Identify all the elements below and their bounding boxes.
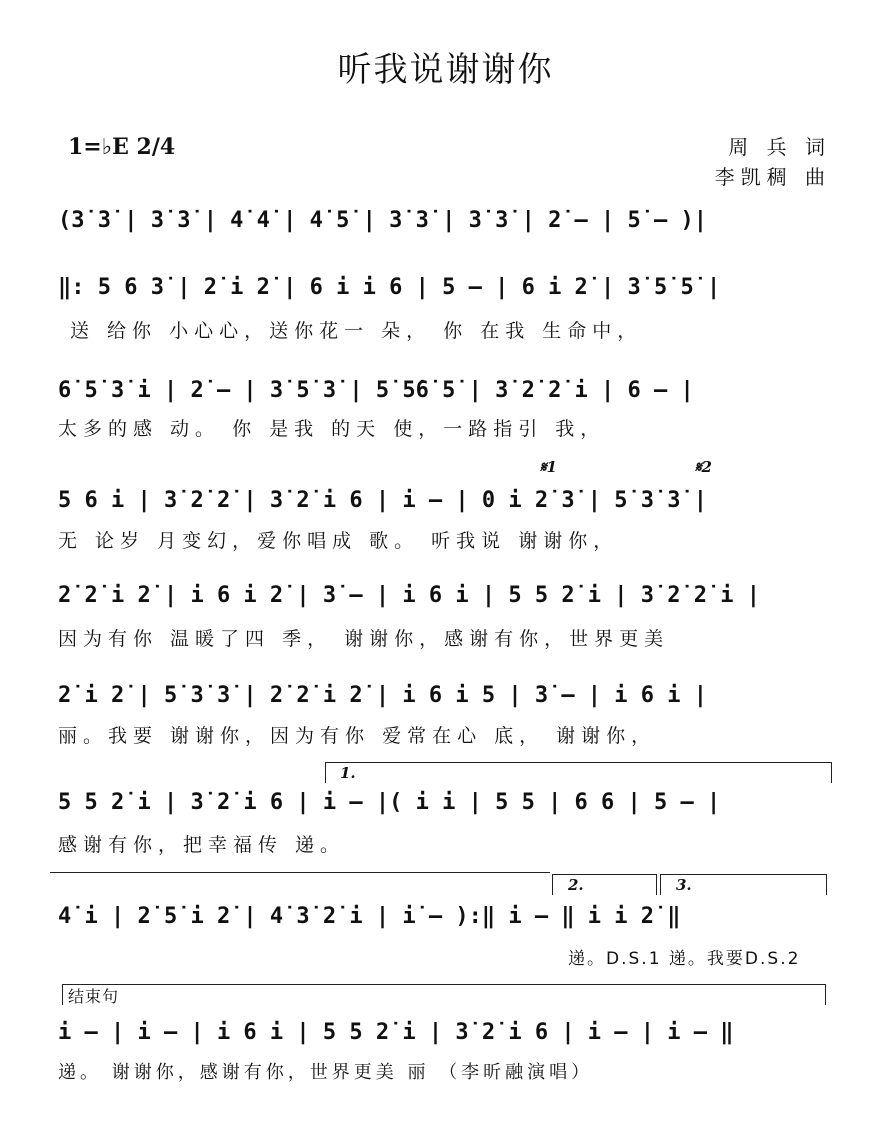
lyric-row-8: 递。 谢谢你，感谢有你，世界更美 丽 （李昕融演唱） [58, 1062, 594, 1083]
volta-1-bracket [325, 762, 832, 783]
score-row-0-notes: (3̇ 3̇ | 3̇ 3̇ | 4̇ 4̇ | 4̇ 5̇ | 3̇ 3̇ | 3̇ 3̇ | 2̇ – | 5̇ – )| [58, 208, 708, 233]
score-row-6-notes: 5 5 2̇ i | 3̇ 2̇ i 6 | i – |( i i | 5 5 | 6 6 | 5 – | [58, 790, 721, 815]
continuation-line [50, 872, 550, 873]
page-title: 听我说谢谢你 [337, 50, 554, 90]
lyric-row-1: 送 给你 小心心，送你花一 朵， 你 在我 生命中， [70, 320, 643, 342]
score-row-7-notes: 4̇ i | 2̇ 5̇ i 2̇ | 4̇ 3̇ 2̇ i | i̇ – ):‖ i – ‖ i i 2̇ ‖ [58, 904, 681, 929]
ending-bracket [62, 984, 826, 1005]
lyric-row-5: 丽。我要 谢谢你，因为有你 爱常在心 底， 谢谢你， [58, 725, 657, 747]
lyric-row-7: 递。D.S.1 递。我要D.S.2 [568, 949, 801, 969]
key-signature: 1=♭E 2/4 [68, 134, 176, 160]
credits [715, 132, 831, 192]
lyric-row-4: 因为有你 温暖了四 季， 谢谢你，感谢有你，世界更美 [58, 628, 670, 650]
score-row-4-notes: 2̇ 2̇ i 2̇ | i 6 i 2̇ | 3̇ – | i 6 i | 5 5 2̇ i | 3̇ 2̇ 2̇ i | [58, 583, 760, 608]
ending-label: 结束句 [68, 987, 120, 1006]
score-row-3-notes: 5 6 i | 3̇ 2̇ 2̇ | 3̇ 2̇ i 6 | i – | 0 i 2̇ 3̇ | 5̇ 3̇ 3̇ | [58, 488, 708, 513]
score-row-2-notes: 6̇ 5̇ 3̇ i | 2̇ – | 3̇ 5̇ 3̇ | 5̇ 5̇6̇ 5̇ | 3̇ 2̇ 2̇ i | 6 – | [58, 378, 694, 403]
segno-2: 𝄋2 [695, 458, 712, 476]
segno-1: 𝄋1 [540, 458, 557, 476]
lyricist: 周 兵 词 [728, 135, 831, 159]
volta-3-label: 3. [676, 876, 692, 894]
score-row-1-notes: ‖: 5 6 3̇ | 2̇ i 2̇ | 6 i i 6 | 5 – | 6 i 2̇ | 3̇ 5̇ 5̇ | [58, 275, 721, 300]
lyric-row-2: 太多的感 动。 你 是我 的天 使，一路指引 我， [58, 418, 606, 440]
score-row-8-notes: i – | i – | i 6 i | 5 5 2̇ i | 3̇ 2̇ i 6 | i – | i – ‖ [58, 1020, 734, 1045]
score-row-5-notes: 2̇ i 2̇ | 5̇ 3̇ 3̇ | 2̇ 2̇ i 2̇ | i 6 i 5 | 3̇ – | i 6 i | [58, 683, 708, 708]
volta-2-label: 2. [568, 876, 584, 894]
lyric-row-6: 感谢有你，把幸福传 递。 [58, 834, 346, 856]
volta-1-label: 1. [340, 764, 356, 782]
lyric-row-3: 无 论岁 月变幻，爱你唱成 歌。 听我说 谢谢你， [58, 530, 619, 552]
composer: 李凯稠 曲 [714, 165, 831, 189]
